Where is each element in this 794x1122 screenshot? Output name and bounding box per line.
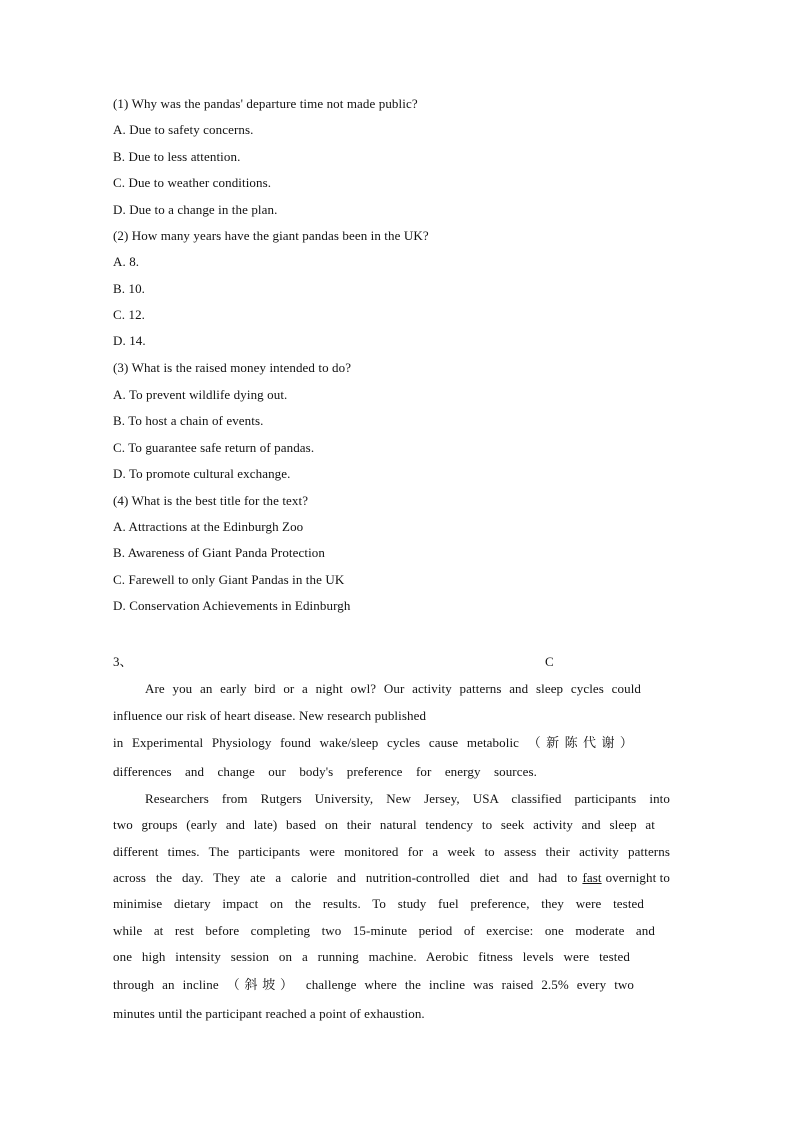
passage-p1-line-1: Are you an early bird or a night owl? Our activity patterns and sleep cycles could: [145, 681, 641, 696]
question-4-option-d: D. Conservation Achievements in Edinburgh: [113, 598, 351, 613]
question-1-option-d: D. Due to a change in the plan.: [113, 202, 278, 217]
question-4-option-c: C. Farewell to only Giant Pandas in the UK: [113, 572, 345, 587]
question-2-stem: (2) How many years have the giant pandas been in the UK?: [113, 228, 429, 243]
question-2-option-c: C. 12.: [113, 307, 146, 322]
passage-p2-line-7: one high intensity session on a running machine. Aerobic fitness levels were tested: [113, 949, 630, 964]
question-4-option-a: A. Attractions at the Edinburgh Zoo: [113, 519, 304, 534]
question-3-stem: (3) What is the raised money intended to do?: [113, 360, 352, 375]
passage-p2-line-2: two groups (early and late) based on their natural tendency to seek activity and sleep at: [113, 817, 655, 832]
question-2-option-b: B. 10.: [113, 281, 146, 296]
question-4-option-b: B. Awareness of Giant Panda Protection: [113, 545, 326, 560]
question-3-option-d: D. To promote cultural exchange.: [113, 466, 291, 481]
passage-p2-line-4-text: across the day. They ate a calorie and nutrition-controlled diet and had to: [113, 870, 578, 885]
passage-p2-line-1: Researchers from Rutgers University, New Jersey, USA classified participants into: [145, 791, 670, 806]
question-1-option-a: A. Due to safety concerns.: [113, 122, 254, 137]
passage-p2-line-4-tail: overnight to: [605, 870, 670, 885]
question-1-stem: (1) Why was the pandas' departure time not made public?: [113, 96, 418, 111]
passage-p2-line-6: while at rest before completing two 15-minute period of exercise: one moderate and: [113, 923, 655, 938]
passage-p2-line-4: [113, 870, 670, 886]
question-2-option-d: D. 14.: [113, 333, 146, 348]
passage-p1-line-4: differences and change our body's preference for energy sources.: [113, 764, 537, 779]
question-2-option-a: A. 8.: [113, 254, 140, 269]
passage-p2-line-5: minimise dietary impact on the results. To study fuel preference, they were tested: [113, 896, 644, 911]
passage-p2-line-8: through an incline （斜坡） challenge where the incline was raised 2.5% every two: [113, 977, 634, 992]
question-3-option-a: A. To prevent wildlife dying out.: [113, 387, 288, 402]
underlined-word-fast: fast: [582, 870, 602, 885]
question-1-option-b: B. Due to less attention.: [113, 149, 241, 164]
question-3-option-b: B. To host a chain of events.: [113, 413, 264, 428]
section-letter: C: [545, 654, 554, 669]
passage-p2-line-3: different times. The participants were monitored for a week to assess their activity patterns: [113, 844, 670, 859]
question-1-option-c: C. Due to weather conditions.: [113, 175, 272, 190]
section-number: 3、: [113, 654, 133, 669]
passage-p1-line-2: influence our risk of heart disease. New research published: [113, 708, 427, 723]
question-4-stem: (4) What is the best title for the text?: [113, 493, 309, 508]
passage-p2-line-9: minutes until the participant reached a point of exhaustion.: [113, 1006, 425, 1021]
passage-p1-line-3: in Experimental Physiology found wake/sleep cycles cause metabolic （新陈代谢）: [113, 735, 633, 750]
question-3-option-c: C. To guarantee safe return of pandas.: [113, 440, 315, 455]
